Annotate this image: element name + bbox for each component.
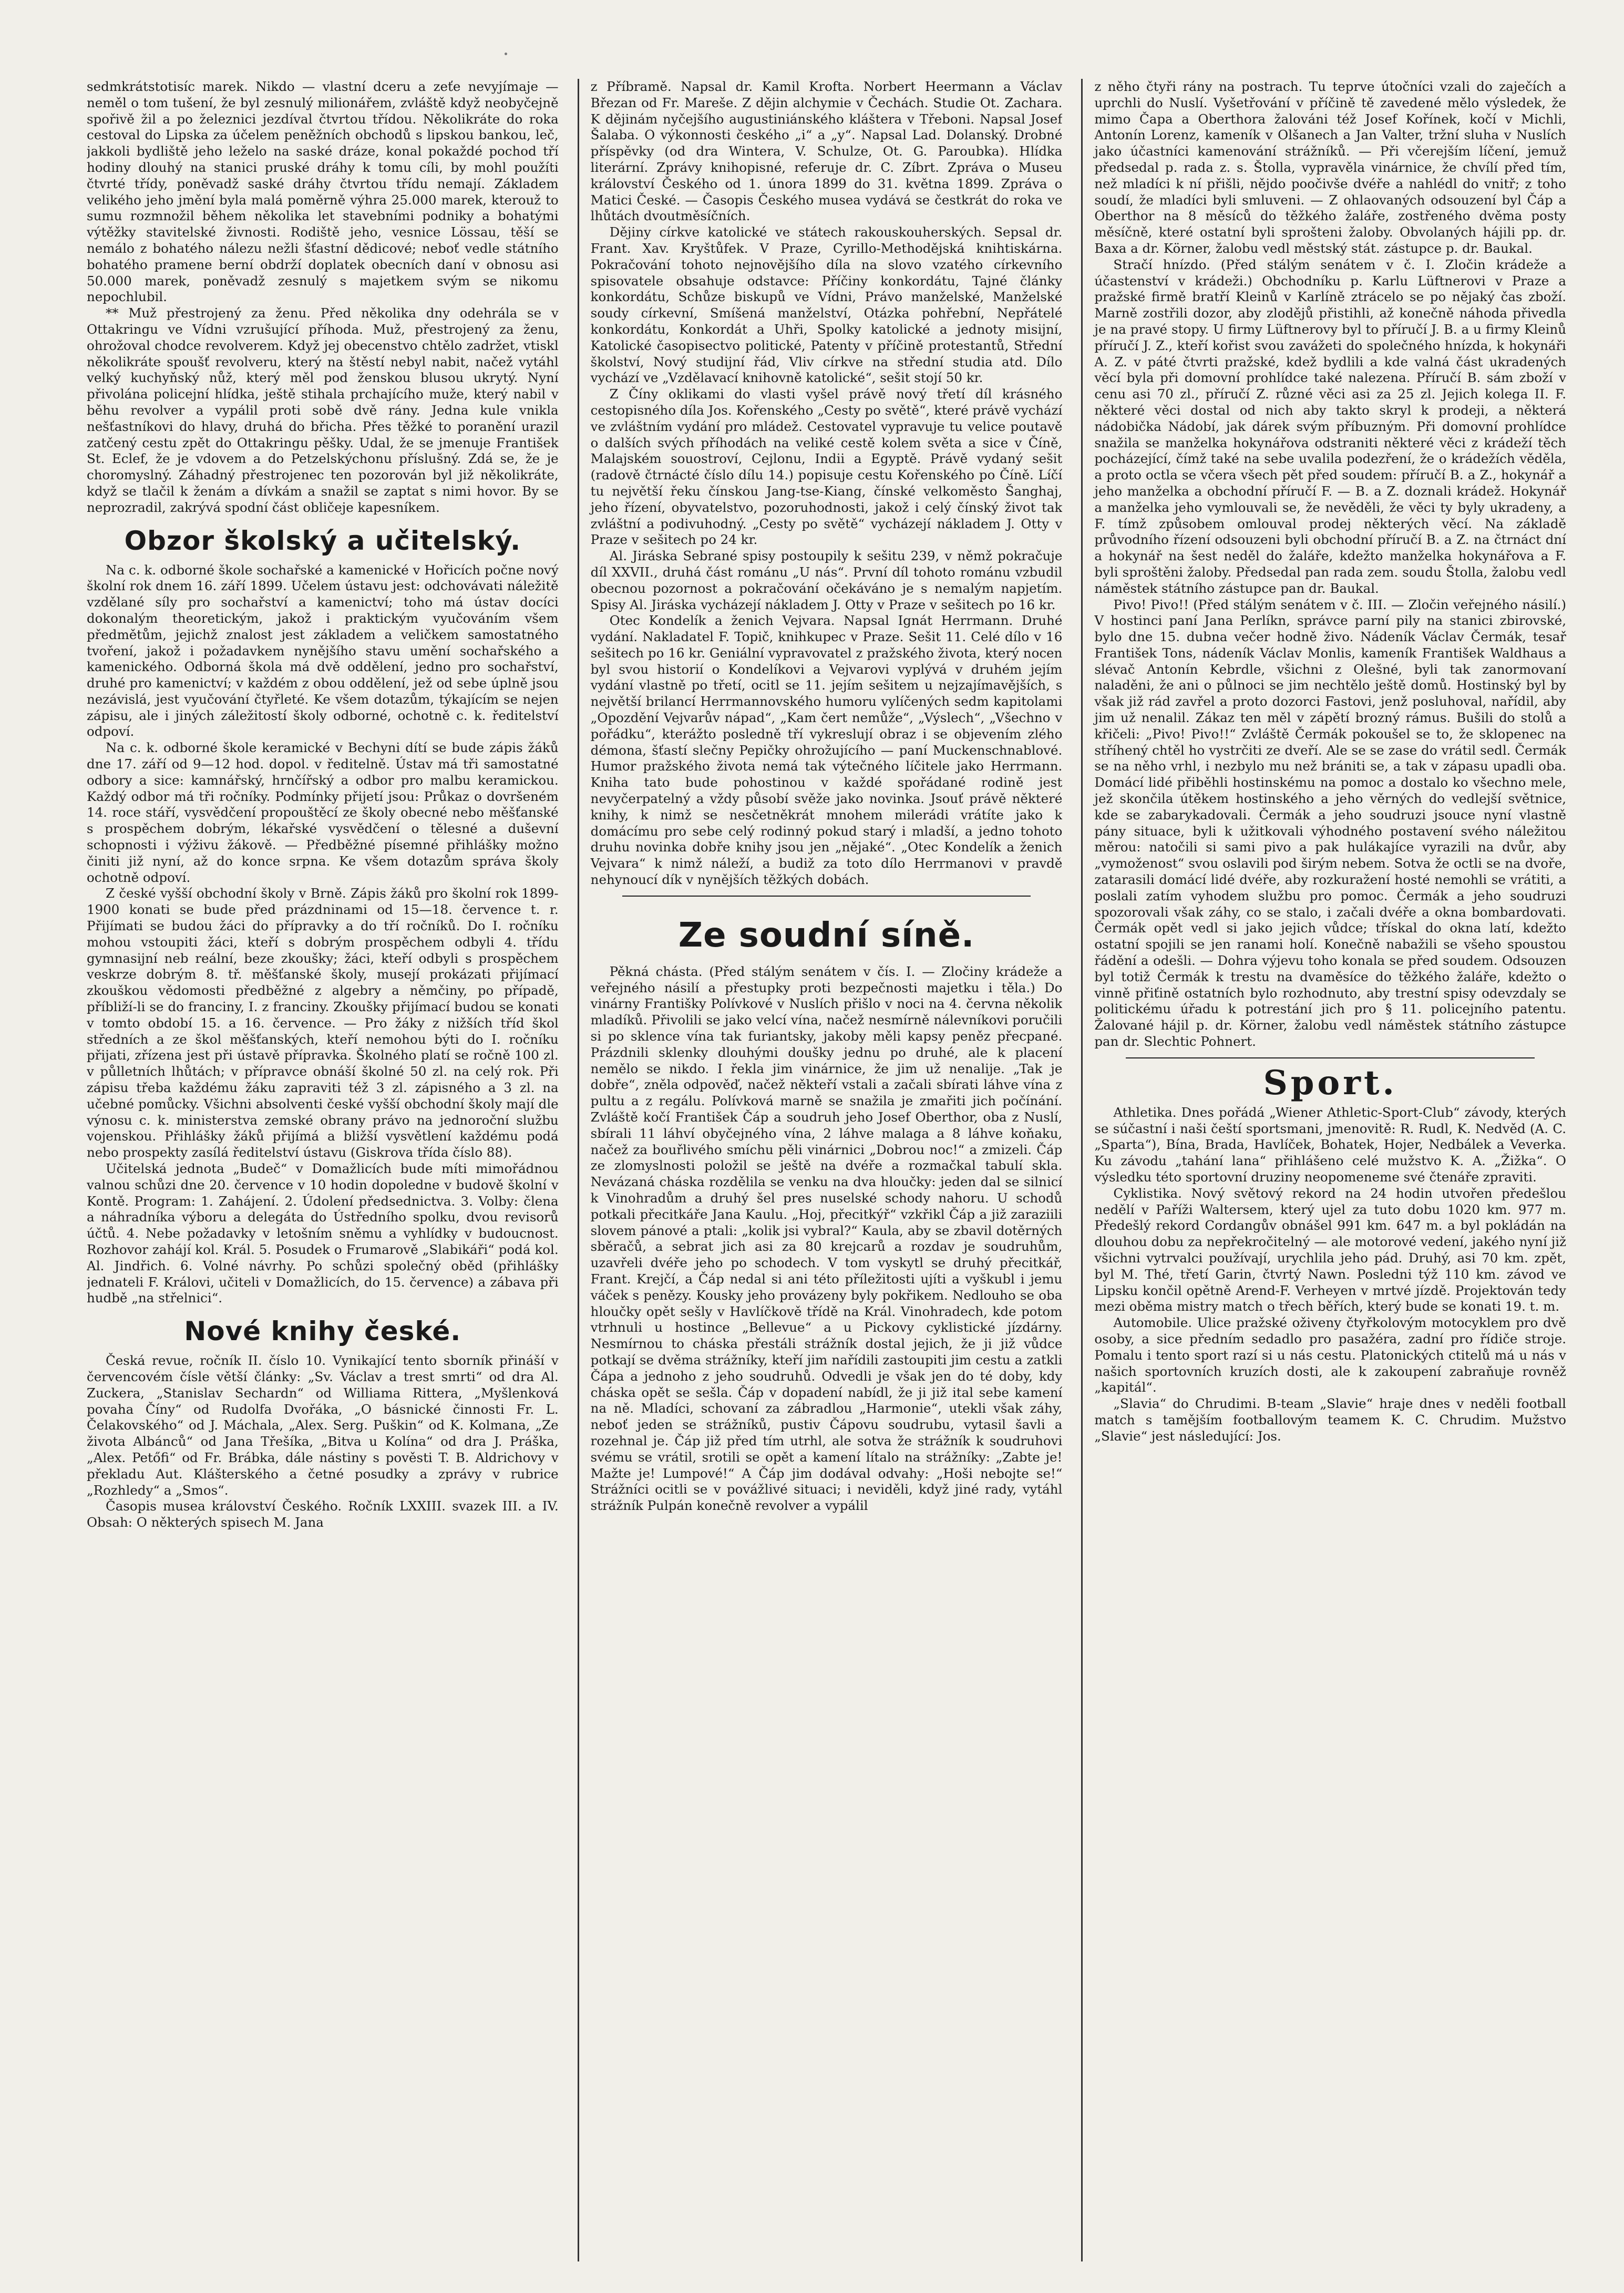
article-paragraph: Česká revue, ročník II. číslo 10. Vynikající tento sborník přináší v červencovém čísle větší články: „Sv. Václav a trest smrti“ od dra Al. Zuckera, „Stanislav Sechardn“ od Williama Rittera, „Myšlenková povaha Číny“ od Rudolfa Dvořáka, „O básnické činnosti Fr. L. Čelakovského“ od J. Máchala, „Alex. Serg. Puškin“ od K. Kolmana, „Ze života Albánců“ od Jana Třešíka, „Bitva u Kolína“ od dra J. Práška, „Alex. Petőfi“ od Fr. Brábka, dále nástiny s pověsti T. B. Aldrichovy v překladu Aut. Klášterského a četné posudky a zprávy v rubrice „Rozhledy“ a „Smos“. xyxy=(87,1353,559,1498)
section-heading: Ze soudní síně. xyxy=(678,916,975,955)
article-paragraph: z něho čtyři rány na postrach. Tu teprve útočníci vzali do zaječích a uprchli do Nuslí. Vyšetřování v příčině tě zavedené mělo výsledek, že mimo Čapa a Oberthora žalováni též Josef Kořínek, kočí v Michli, Antonín Lorenz, kameník v Olšanech a Jan Valter, tržní sluha v Nuslích jako účastníci kamenování strážníků. — Při včerejším líčení, jemuž předsedal p. rada z. s. Štolla, vypravěla vinárnice, že chvílí před tím, než mladíci k ní přišli, nějdo poočivše dvéře a nahlédl do vnitř; z toho soudí, že mladíci byli smluveni. — Z ohlaovaných odsouzení byl Čáp a Oberthor na 8 měsíců do těžkého žaláře, zostřeného dvěma posty měsíčně, které ostatní byli sprošteni žaloby. Obvolaných hájili pp. dr. Baxa a dr. Körner, žalobu vedl městský stát. zástupce p. dr. Baukal. xyxy=(1094,79,1567,256)
article-paragraph: „Slavia“ do Chrudimi. B-team „Slavie“ hraje dnes v neděli football match s tamějším footballovým teamem K. C. Chrudim. Mužstvo „Slavie“ jest následující: Jos. xyxy=(1094,1396,1567,1444)
section-heading: Obzor školský a učitelský. xyxy=(124,525,521,556)
column-3 xyxy=(1081,79,1566,2261)
article-paragraph: Pivo! Pivo!! (Před stálým senátem v č. III. — Zločin veřejného násilí.) V hostinci paní Jana Perlíkn, správce parní pily na stanici zbirovské, bylo dne 15. dubna večer hodně živo. Nádeník Václav Čermák, tesař František Tons, nádeník Václav Monlis, kameník František Waldhaus a slévač Antonín Kebrdle, všichni z Olešné, byli tak zanormovaní naladěni, že ani o půlnoci se jim nechtělo ještě domů. Hostinský byl by však již rád zavřel a proto dozorci Fastovi, jenž posluhoval, nařídil, aby jim už nenalil. Zákaz ten měl v zápětí brozný rámus. Bušili do stolů a křičeli: „Pivo! Pivo!!“ Zvláště Čermák pokoušel se to, že sklopenec na stříhený chtěl ho vystrčiti ze dveří. Ale se se zase do vrátil sedl. Čermák se na něho vrhl, i nezbylo mu než brániti se, a tak v zápasu upadli oba. Domácí lidé přiběhli hostinskému na pomoc a dostalo ko všechno mele, jež skončila útěkem hostinského a jeho věrných do vedlejší světnice, kde se zabarykadovali. Čermák a jeho soudruzi jsouce nyní vlastně pány situace, byli k užitkovali výhodného postavení svého náležitou měrou: natočili si sami pivo a pak hulákajíce vyrazili na dvůr, aby „vymoženost“ svou oslavili pod širým nebem. Sotva že octli se na dvoře, zatarasili domácí lidé dvéře, aby rozkuražení hosté nemohli se vrátiti, a poslali zatím vyhodem službu pro pomoc. Čermák a jeho soudruzi spozorovali však záhy, co se stalo, i začali dvéře a okna bombardovati. Čermák opět vedl si jako jejich vůdce; třískal do okna latí, kdežto ostatní spojili se jen ranami holí. Konečně nabažili se všeho spoustou řádění a odešli. — Dohra výjevu toho konala se před soudem. Odsouzen byl totiž Čermák k trestu na dvaměsíce do těžkého žaláře, kdežto o vinně přiťině ostatních bylo rozhodnuto, aby trestní spisy odevzdaly se politickému úřadu k potrestání jich pro § 11. policejního patentu. Žalované hájil p. dr. Körner, žalobu vedl náměstek státního zástupce pan dr. Slechtic Pohnert. xyxy=(1094,597,1567,1050)
section-heading: Nové knihy české. xyxy=(184,1316,461,1347)
article-paragraph: Otec Kondelík a ženich Vejvara. Napsal Ignát Herrmann. Druhé vydání. Nakladatel F. Topič, knihkupec v Praze. Sešit 11. Celé dílo v 16 sešitech po 16 kr. Geniální vypravovatel z pražského života, který nocen byl svou historií o Kondelíkovi a Vejvarovi vyplývá v druhém jejím vydání vlastně po třetí, ocitl se 11. jejím sešitem u nejzajímavějších, s největší brilancí Herrmannovského humoru vylíčených sedm kapitolami „Opozdění Vejvarův nápad“, „Kam čert nemůže“, „Výslech“, „Všechno v pořádku“, kterážto posledně tří vykreslují obraz i se objevením zlého démona, šťastí slečny Pepičky ohrožujícího — paní Muckenschnablové. Humor pražského života nemá tak výtečného líčitele jako Herrmann. Kniha tato bude pohostinou v každé spořádané rodině jest nevyčerpatelný a vždy působí svěže jako novinka. Jsouť právě některé knihy, k nimž se nesčetněkrát mnohem milerádi vrátíte jako k domácímu pro sebe celý rodinný pokud starý i mladší, a jedno tohoto druhu novinka dobře knihy jsou jen „nějaké“. „Otec Kondelík a ženich Vejvara“ k nimž náleží, a budiž za toto dílo Herrmanovi v pravdě nehynoucí dík v nynějších těžkých dobách. xyxy=(590,613,1063,888)
article-paragraph: Pěkná chásta. (Před stálým senátem v čís. I. — Zločiny krádeže a veřejného násilí a přestupky proti bezpečnosti majetku i těla.) Do vinárny Františky Polívkové v Nuslích přišlo v noci na 4. června několik mladíků. Přivolili se jako velcí vína, načež nesmírně nálevníkovi poručili si po sklence vína tak furiantsky, jakoby měli kapsy peněz přecpané. Prázdnili sklenky dlouhými doušky jednu po druhé, ale k placení nemělo se nikdo. I řekla jim vinárnice, že jim už nenalije. „Tak je dobře“, zněla odpověď, načež někteří vstali a začali sbírati láhve vína z pultu a z regálu. Polívková marně se snažila je zmařiti jich počínání. Zvláště kočí František Čáp a soudruh jeho Josef Oberthor, oba z Nuslí, sbírali 11 láhví obyčejného vína, 2 láhve malaga a 8 láhve koňaku, načež za bouřlivého smíchu pěli vinárnici „Dobrou noc!“ a zmizeli. Čáp ze zlomyslnosti položil se ještě na dvéře a rozmačkal tabulí skla. Nevázaná cháska rozdělila se venku na dva hloučky: jeden dal se silnicí k Vinohradům a druhý šel pres nuselské schody nahoru. U schodů potkali přecitkáře Jana Kaulu. „Hoj, přecitkýř“ vzkřikl Čáp a již zaraziili slovem pánové a ptali: „kolik jsi vybral?“ Kaula, aby se zbavil dotěrných sběračů, a sebrat jich asi za 80 krejcarů a rozdav je soudruhům, uzavřeli dvéře jeho po schodech. V tom vyskytl se druhý přecitkář, Frant. Krejčí, a Čáp nedal si ani této příležitosti ujíti a vyškubl i jemu váček s penězy. Kousky jeho provázeny byly pokřikem. Nedlouho se oba hloučky opět sešly v Havlíčkově třídě na Král. Vinohradech, kde potom vtrhnuli u hostince „Bellevue“ a u Pickovy cyklistické jízdárny. Nesmírnou to cháska přestáli strážník dostal jejich, že ji již vůdce potkají se dvěma strážníky, kteří jim nařídili zastoupiti jim cestu a zatkli Čápa a jednoho z jeho soudruhů. Odvedli je však jen do té doby, kdy cháska opět se sešla. Čáp v dopadení nabídl, že ji již ital sebe kamení na ně. Mladíci, schovaní za zábradlou „Harmonie“, utekli však záhy, neboť jeden se strážníků, pustiv Čápovu soudrubu, vytasil šavli a rozehnal je. Čáp již před tím utrhl, ale sotva že strážník k soudruhovi svému se vrátil, srotili se opět a kamení lítalo na strážníky: „Zabte je! Mažte je! Lumpové!“ A Čáp jim dodával odvahy: „Hoši nebojte se!“ Strážníci ocitli se v povážlivé situaci; i neviděli, když jiné rady, vytáhl strážník Pulpán konečně revolver a vypálil xyxy=(590,963,1063,1514)
scan-speck xyxy=(505,53,507,55)
article-paragraph: Dějiny církve katolické ve státech rakouskouherských. Sepsal dr. Frant. Xav. Kryštůfek. V Praze, Cyrillo-Methodějská knihtiskárna. Pokračování tohoto nejnovějšího díla na slovo vzatého církevního spisovatele obsahuje odstavce: Příčiny konkordátu, Tajné články konkordátu, Schůze biskupů ve Vídni, Právo manželské, Manželské soudy církevní, Smíšená manželství, Otázka pohřební, Nepřátelé konkordátu, Konkordát a Uhři, Spolky katolické a jednoty misijní, Katolické časopisectvo politické, Patenty v příčině protestantů, Střední školství, Nový studijní řád, Vliv církve na střední studia atd. Dílo vychází ve „Vzdělavací knihovně katolické“, sešit stojí 50 kr. xyxy=(590,224,1063,386)
heading-rule xyxy=(1126,1057,1535,1058)
article-paragraph: Časopis musea království Českého. Ročník LXXIII. svazek III. a IV. Obsah: O některých spisech M. Jana xyxy=(87,1498,559,1530)
article-paragraph: Al. Jiráska Sebrané spisy postoupily k sešitu 239, v němž pokračuje díl XXVII., druhá část románu „U nás“. První díl tohoto románu vzbudil obecnou pozornost a pokračování očekáváno je s nemalým napjetím. Spisy Al. Jiráska vycházejí nákladem J. Otty v Praze v sešitech po 16 kr. xyxy=(590,548,1063,612)
article-paragraph: Stračí hnízdo. (Před stálým senátem v č. I. Zločin krádeže a účastenství v krádeži.) Obchodníku p. Karlu Lüftnerovi v Praze a pražské firmě bratří Kleinů v Karlíně ztrácelo se po nějaký čas zboží. Marně zostřili dozor, aby zlodějů přistihli, až konečně náhoda přivedla je na pravé stopy. U firmy Lüftnerovy byl to příručí J. B. a u firmy Kleinů příručí J. Z., kteří kořist svou zavážeti do společného hnízda, k hokynáři A. Z. v páté čtvrti pražské, kdež bydlili a kde valná část ukradených věcí byla při domovní prohlídce také nalezena. Příručí B. sám zboží v cenu asi 70 zl., příručí Z. různé věci asi za 25 zl. Jejich kolega II. F. některé věci dostal od nich aby takto skryl k prodeji, a některá nádobička Nádobí, jak dárek svým příbuzným. Při domovní prohlídce snažila se manželka hokynářova odstraniti některé věci z krádeží těch pocházející, čímž také na sebe uvalila podezření, že o krádežích věděla, a proto octla se včera všech pět před soudem: příručí B. a Z., hokynář a jeho manželka a obchodní příručí F. — B. a Z. doznali krádež. Hokynář a manželka jeho vymlouvali se, že nevěděli, že věci ty byly ukradeny, a F. tímž způsobem omlouval prodej některých věcí. Na základě průvodního řízení odsouzeni byli obchodní příručí B. a Z. na čtrnáct dní a hokynář na šest neděl do žaláře, kdežto manželka hokynářova a F. byli sproštěni žaloby. Předsedal pan rada zem. soudu Štolla, žalobu vedl náměstek státního zástupce pan dr. Baukal. xyxy=(1094,256,1567,596)
article-paragraph: Na c. k. odborné škole sochařské a kamenické v Hořicích počne nový školní rok dnem 16. září 1899. Učelem ústavu jest: odchovávati náležitě vzdělané síly pro sochařství a kamenictví; toho má ústav docíci dokonalým theoretickým, jakož i praktickým vyučováním všem předmětům, jejichž znalost jest základem a veličkem samostatného tvoření, jakož i požadavkem nynějšího stavu umění sochařského a kamenického. Odborná škola má dvě oddělení, jedno pro sochařství, druhé pro kamenictví; v každém z obou oddělení, jež od sebe úplně jsou nezávislá, jest vyučování čtyřleté. Ke všem dotazům, týkajícím se nejen zápisu, ale i jiných záležitostí školy odborné, ochotně c. k. ředitelství odpoví. xyxy=(87,562,559,739)
article-paragraph: Automobile. Ulice pražské oživeny čtyřkolovým motocyklem pro dvě osoby, a sice předním sedadlo pro pasažéra, zadní pro řídiče stroje. Pomalu i tento sport razí si u nás cestu. Platonických ctitelů má u nás v našich sportovních kruzích dosti, ale k zakoupení zabraňuje rovněž „kapitál“. xyxy=(1094,1315,1567,1395)
heading-rule xyxy=(622,896,1031,897)
column-1 xyxy=(87,79,559,2261)
article-paragraph: Z české vyšší obchodní školy v Brně. Zápis žáků pro školní rok 1899-1900 konati se bude před prázdninami od 15—18. července t. r. Přijímati se budou žáci do přípravky a do tří ročníků. Do I. ročníku mohou vstoupiti žáci, kteří s dobrým prospěchem odbyli 4. třídu gymnasijní neb reální, beze zkoušky; žáci, kteří odbyli s prospěchem veskrze dobrým 8. tř. měšťanské školy, musejí prokázati přijímací zkouškou vědomosti předběžné z algebry a němčiny, po případě, příbliží-li se do franciny, I. z franciny. Zkoušky přijímací budou se konati v tomto období 15. a 16. července. — Pro žáky z nižších tříd škol středních a ze škol měšťanských, kteří nemohou býti do I. ročníku přijati, zřízena jest při ústavě přípravka. Školného platí se ročně 100 zl. v půlletních lhůtách; v přípravce obnáší školné 50 zl. na celý rok. Při zápisu třeba každému žáku zapraviti též 3 zl. zápisného a 3 zl. na učebné pomůcky. Všichni absolventi české vyšší obchodní školy mají dle výnosu c. k. ministerstva zemské obrany právo na jednoroční službu vojenskou. Přihlášky žáků přijímá a bližší vysvětlení každému podá nebo prospekty zasílá ředitelství ústavu (Giskrova třída číslo 88). xyxy=(87,886,559,1160)
article-paragraph: ** Muž přestrojený za ženu. Před několika dny odehrála se v Ottakringu ve Vídni vzrušující příhoda. Muž, přestrojený za ženu, ohrožoval chodce revolverem. Když jej obecenstvo chtělo zadržet, vtiskl několikráte spoušť revolveru, který na štěstí nebyl nabit, načež vytáhl velký kuchyňský nůž, který měl pod ženskou blusou ukrytý. Nyní přivolána policejní hlídka, ještě stihala prchajícího muže, který nabil v běhu revolver a vypálil proti sobě dvě rány. Jedna kule vnikla nešťastníkovi do hlavy, druhá do břicha. Přes těžké to poranění urazil zatčený cestu zpět do Ottakringu pěšky. Udal, že se jmenuje František St. Eclef, že je vdovem a do Petzelskýchonu příslušný. Zdá se, že je choromyslný. Záhadný přestrojenec ten pozorován byl již několikráte, když se tlačil k ženám a dívkám a snažil se zaptat s nimi hovor. By se neprozradil, zakrývá spodní část obličeje kapesníkem. xyxy=(87,305,559,515)
column-2 xyxy=(578,79,1063,2261)
article-paragraph: Z Číny oklikami do vlasti vyšel právě nový třetí díl krásného cestopisného díla Jos. Kořenského „Cesty po světě“, které právě vychází ve zvláštním vydání pro mládež. Cestovatel vypravuje tu velice poutavě o dalších svých příhodách na veliké cestě kolem světa a sice v Číně, Malajském souostroví, Cejlonu, Indii a Egyptě. Právě vydaný sešit (radově čtrnácté číslo dílu 14.) popisuje cestu Kořenského po Číně. Líčí tu největší řeku čínskou Jang-tse-Kiang, čínské velkoměsto Šanghaj, jeho řízení, obyvatelstvo, pozoruhodnosti, jakož i celý čínský život tak zvláštní a podivuhodný. „Cesty po světě“ vycházejí nákladem J. Otty v Praze v sešitech po 24 kr. xyxy=(590,386,1063,548)
section-heading: Sport. xyxy=(1263,1063,1397,1103)
article-paragraph: Cyklistika. Nový světový rekord na 24 hodin utvořen předešlou nedělí v Paříži Waltersem, který ujel za tuto dobu 1020 km. 977 m. Předešlý rekord Cordangův obnášel 991 km. 647 m. a byl pokládán na dlouhou dobu za nepřekročitelný — ale motorové vedení, jakého nyní již všichni vytrvalci používají, urychlila jeho pád. Druhý, asi 70 km. zpět, byl M. Thé, třetí Garin, čtvrtý Nawn. Posledni týž 110 km. závod ve Lipsku končil opětně Arend-F. Verheyen v mrtvé jízdě. Projektován tedy mezi oběma mistry match o třech běřích, který bude se konati 19. t. m. xyxy=(1094,1185,1567,1314)
article-paragraph: Athletika. Dnes pořádá „Wiener Athletic-Sport-Club“ závody, kterých se súčastní i naši čeští sportsmani, jmenovitě: R. Rudl, K. Nedvěd (A. C. „Sparta“), Bína, Brada, Havlíček, Bohatek, Hojer, Nedbálek a Veverka. Ku závodu „tahání lana“ přihlášeno celé mužstvo K. A. „Žižka“. O výsledku této sportovní druziny neopomeneme své čtenáře zpraviti. xyxy=(1094,1104,1567,1185)
article-paragraph: sedmkrátstotisíc marek. Nikdo — vlastní dceru a zeťe nevyjímaje — neměl o tom tušení, že byl zesnulý milionářem, zvláště když neobyčejně spořivě žil a po železnici jezdíval čtvrtou třídou. Několikráte do roka cestoval do Lipska za účelem peněžních obchodů s lipskou bankou, leč, jakkoli bydliště jeho leželo na saské dráze, konal pokaždé pochod tří hodiny dlouhý na stanici pruské dráhy k tomu cíli, by mohl použíti čtvrté třídy, poněvadž saské dráhy čtvrtou třídu nemají. Základem velikého jeho jmění byla malá poměrně výhra 25.000 marek, kterouž to sumu rozmnožil během několika let stavebními podniky a bohatými výtěžky stavitelské živnosti. Rodiště jeho, vesnice Lössau, těší se nemálo z bohatého nálezu nežli šťastní dědicové; neboť vedle státního bohatého pramene berní obdrží doplatek obecních daní v obnosu asi 50.000 marek, poněvadž zesnulý s majetkem svým se nikomu nepochlubil. xyxy=(87,79,559,305)
article-paragraph: Na c. k. odborné škole keramické v Bechyni dítí se bude zápis žáků dne 17. září od 9—12 hod. dopol. v ředitelně. Ústav má tři samostatné odbory a sice: kamnářský, hrnčířský a odbor pro malbu keramickou. Každý odbor má tři ročníky. Podmínky přijetí jsou: Průkaz o dovršeném 14. roce stáří, vysvědčení propouštěcí ze školy obecné nebo měšťanské s prospěchem dobrým, lékařské vysvědčení o tělesné a duševní schopnosti i výživu žákově. — Předběžné písemné přihlášky možno činiti již nyní, až do konce srpna. Ke všem dotazům správa školy ochotně odpoví. xyxy=(87,740,559,885)
article-paragraph: z Příbramě. Napsal dr. Kamil Krofta. Norbert Heermann a Václav Březan od Fr. Mareše. Z dějin alchymie v Čechách. Studie Ot. Zachara. K dějinám nyčejšího augustiniánského kláštera v Třeboni. Napsal Josef Šalaba. O výkonnosti českého „i“ a „y“. Napsal Lad. Dolanský. Drobné příspěvky (od dra Wintera, V. Schulze, Ot. G. Paroubka). Hlídka literární. Zprávy knihopisné, referuje dr. C. Zíbrt. Zpráva o Museu království Českého od 1. února 1899 do 31. května 1899. Zpráva o Matici České. — Časopis Českého musea vydává se čestkrát do roka ve lhůtách dvoutměsíčních. xyxy=(590,79,1063,224)
columns xyxy=(87,79,1566,2261)
article-paragraph: Učitelská jednota „Budeč“ v Domažlicích bude míti mimořádnou valnou schůzi dne 20. července v 10 hodin dopoledne v budově školní v Kontě. Program: 1. Zahájení. 2. Údolení předsednictva. 3. Volby: člena a náhradníka výboru a delegáta do Ústředního spolku, dvou revisorů účtů. 4. Nebe požadavky v letošním sněmu a vyhlídky v budoucnost. Rozhovor zahájí kol. Král. 5. Posudek o Frumarově „Slabikáři“ podá kol. Al. Jindřich. 6. Volné návrhy. Po schůzi společný oběd (přihlášky jednateli F. Královi, učiteli v Domažlicích, do 15. července) a zábava při hudbě „na střelnici“. xyxy=(87,1161,559,1306)
